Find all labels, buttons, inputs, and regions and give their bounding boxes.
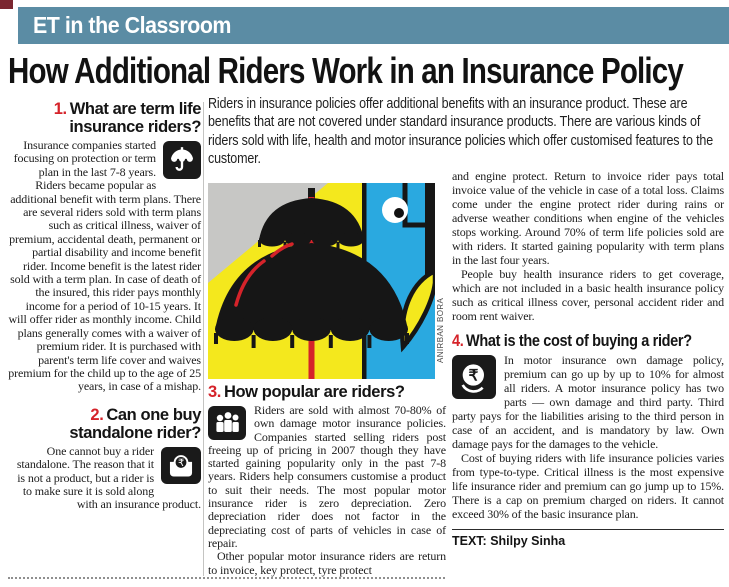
section-2-body-text: One cannot buy a rider standalone. The reason that it is not a product, but a rider is to make sure it is sold along with an insurance product. (16, 443, 201, 512)
bottom-dotted-separator (8, 577, 445, 579)
section-1-number: 1. (53, 100, 67, 118)
section-2-title: Can one buy standalone rider? (69, 405, 201, 442)
rupee-coin-icon (452, 355, 496, 399)
umbrella-illustration (208, 183, 435, 379)
section-1-body-text: Insurance companies started focusing on protection or term plan in the last 7-8 years. Riders became popular as additional benefit with term plans. There are several riders sold with term plans such as critical illness, waiver of premium, accidental death, permanent or partial disability and income benefit rider. Income benefit is the latest rider sold with a term plan. In case of death of the insured, this rider pays monthly income for a period of 10-15 years. It will offer rider as monthly income. Child plans generally comes with a waiver of premium rider. It is purchased with parent's term life cover and waives premium for the child up to the age of 25 years, in case of a mishap. (8, 138, 201, 394)
author-byline: TEXT: Shilpy Sinha (452, 529, 724, 548)
masthead-corner-mark (0, 0, 13, 9)
section-1-title: What are term life insurance riders? (69, 100, 201, 136)
section-4-body (452, 353, 724, 451)
coin-pouch-icon (161, 447, 201, 484)
section-2-block (8, 406, 201, 512)
section-1-body (8, 139, 201, 394)
section-2-body (8, 445, 201, 512)
section-2-heading (8, 406, 201, 442)
column-right (452, 169, 724, 548)
section-4-body-2: Cost of buying riders with life insurance policies varies from type-to-type. Critical illness is the most expensive life insurance rider and premium can go jump up to 15%. There is a cap on premium charged on riders. It cannot exceed 30% of the basic insurance plan. (452, 451, 724, 521)
section-3-body (208, 404, 446, 550)
column-rule (203, 102, 204, 576)
column-left (8, 100, 201, 512)
section-banner (18, 7, 729, 44)
headline-text: How Additional Riders Work in an Insurance Policy (8, 50, 683, 91)
column-middle (208, 383, 446, 577)
illustrator-credit: ANIRBAN BORA (436, 297, 445, 363)
illustration-graphic (208, 183, 435, 379)
section-3-body-2: Other popular motor insurance riders are return to invoice, key protect, tyre protect (208, 549, 446, 577)
section-3-title: How popular are riders? (223, 383, 405, 401)
section-3-heading (208, 383, 446, 401)
banner-title: ET in the Classroom (33, 12, 231, 38)
section-4-title: What is the cost of buying a rider? (466, 332, 692, 350)
svg-text:₹: ₹ (177, 457, 185, 469)
right-paragraph-1: and engine protect. Return to invoice rider pays total invoice value of the vehicle in case of a total loss. Claims come under the engine protect rider during rains or adverse weather conditions when engine of the vehicles stops working. Around 70% of term life policies sold are with riders. It started gaining popularity with term plans in the last four years. (452, 169, 724, 267)
section-4-body-text: In motor insurance own damage policy, premium can go up by up to 10% for almost all riders. A motor insurance policy has two parts — own damage and third party. Third party pays for the liabilities arising to the third person in case of an accident, and is mandatory by law. Own damage pays for the damages to the vehicle. (452, 353, 724, 451)
umbrella-icon (163, 141, 201, 179)
section-2-number: 2. (90, 405, 104, 424)
article-standfirst: Riders in insurance policies offer additional benefits with an insurance product. These are benefits that are not covered under standard insurance products. There are various kinds of riders sold with life, health and motor insurance policies which offer customised features to the customer. (208, 95, 714, 168)
people-group-icon (208, 406, 246, 440)
article-headline (8, 50, 723, 92)
section-3-body-text: Riders are sold with almost 70-80% of own damage motor insurance policies. Companies started selling riders post freeing up of pricing in 2007 though they have started gaining popularity only in the past 7-8 years. Riders help consumers customise a product to suit their needs. The most popular motor insurance rider is zero depreciation. Zero depreciation rider does not factor in the depreciating cost of parts of vehicles in case of repair. (208, 403, 446, 550)
section-1-heading (8, 100, 201, 136)
section-3-number: 3. (208, 383, 221, 401)
right-paragraph-2: People buy health insurance riders to get coverage, which are not included in a basic health insurance policy such as critical illness cover, personal accident rider and room rent waiver. (452, 267, 724, 323)
section-4-heading (452, 332, 724, 350)
svg-text:₹: ₹ (468, 367, 479, 385)
section-4-number: 4. (452, 332, 464, 350)
